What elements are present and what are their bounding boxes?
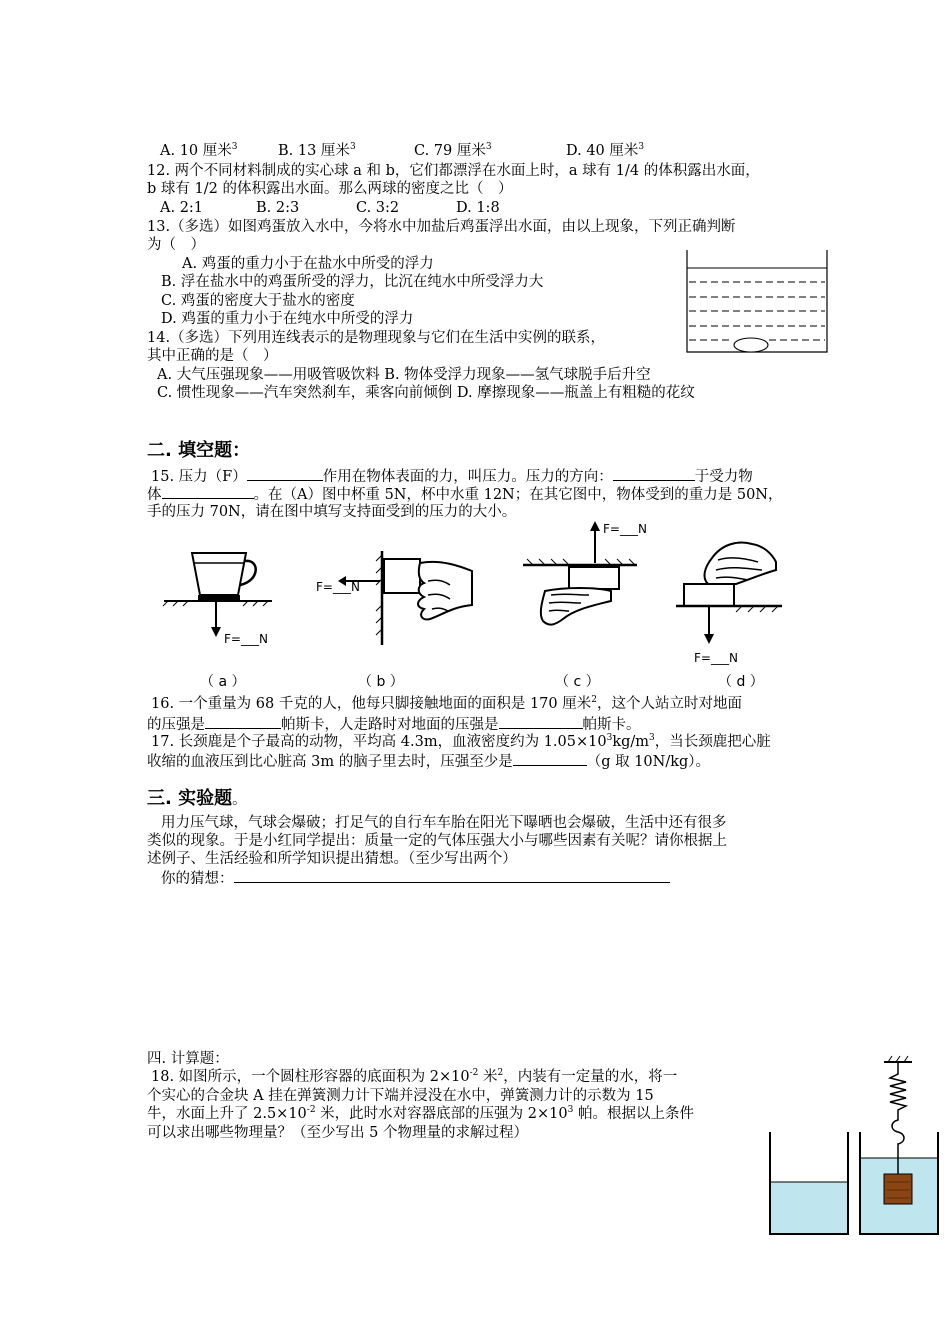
q16-blank-1[interactable] <box>205 714 281 729</box>
q11-options <box>160 142 644 160</box>
q12-line1: 12. 两个不同材料制成的实心球 a 和 b，它们都漂浮在水面上时，a 球有 1/4 的体积露出水面， <box>147 163 760 179</box>
q13-line2: 为（ ） <box>147 237 205 253</box>
figure-c-block-on-ceiling <box>515 515 675 645</box>
q13-option-a: A. 鸡蛋的重力小于在盐水中所受的浮力 <box>182 256 434 272</box>
caption-c: （ c ） <box>555 674 600 690</box>
caption-a: （ a ） <box>200 674 246 690</box>
caption-b: （ b ） <box>358 674 404 690</box>
q12-option-a: A. 2:1 <box>160 200 204 216</box>
q16-line2: 的压强是 帕斯卡，人走路时对地面的压强是 帕斯卡。 <box>147 714 641 734</box>
force-label-a: F=___N <box>224 632 268 646</box>
force-label-b: F=___N <box>316 580 360 594</box>
q15-blank-3[interactable] <box>162 484 254 499</box>
q15-line1: 15. 压力（F） 作用在物体表面的力，叫压力。压力的方向： 于受力物 <box>151 466 753 486</box>
q18-line3: 牛，水面上升了 $2.5\times 10^{-2}$ 米，此时水对容器底部的压强为 $2\times 10^3$ 帕。根据以上条件 <box>147 1105 694 1122</box>
q17-blank[interactable] <box>513 751 587 766</box>
hand-c <box>541 588 611 625</box>
q15-blank-1[interactable] <box>247 466 323 481</box>
exp-line3: 述例子、生活经验和所学知识提出猜想。（至少写出两个） <box>147 851 517 867</box>
q14-options-ab: A. 大气压强现象——用吸管吸饮料 B. 物体受浮力现象——氢气球脱手后升空 <box>157 367 651 383</box>
water-lines <box>689 282 825 340</box>
q13-line1: 13.（多选）如图鸡蛋放入水中，今将水中加盐后鸡蛋浮出水面，由以上现象，下列正确判断 <box>147 219 736 235</box>
spring-scale-figure <box>760 1050 945 1240</box>
q18-line2: 个实心的合金块 A 挂在弹簧测力计下端并浸没在水中，弹簧测力计的示数为 15 <box>147 1088 654 1104</box>
q12-option-d: D. 1:8 <box>456 200 500 216</box>
q14-line1: 14.（多选）下列用连线表示的是物理现象与它们在生活中实例的联系， <box>147 330 606 346</box>
q15-line3: 手的压力 70N，请在图中填写支持面受到的压力的大小。 <box>147 504 517 520</box>
q13-option-b: B. 浮在盐水中的鸡蛋所受的浮力，比沉在纯水中所受浮力大 <box>161 274 544 290</box>
exp-line2: 类似的现象。于是小红同学提出：质量一定的气体压强大小与哪些因素有关呢？请你根据上 <box>147 833 727 849</box>
beaker-outline <box>687 250 827 352</box>
block-d <box>684 584 734 606</box>
section4-title: 四. 计算题： <box>147 1051 229 1067</box>
q13-option-d: D. 鸡蛋的重力小于在纯水中所受的浮力 <box>161 311 414 327</box>
q18-line1: 18. 如图所示，一个圆柱形容器的底面积为 $2\times 10^{-2}$ 米$^2$，内装有一定量的水，将一 <box>151 1068 678 1085</box>
q18-line4: 可以求出哪些物理量？（至少写出 5 个物理量的求解过程） <box>147 1125 528 1141</box>
force-label-d: F=___N <box>694 651 738 665</box>
q11-option-c: C. 79 厘米$^3$ <box>414 142 492 159</box>
block-b <box>384 559 420 593</box>
figure-a-cup-on-table <box>160 545 290 650</box>
caption-d: （ d ） <box>718 674 764 690</box>
exp-line1: 用力压气球，气球会爆破；打足气的自行车车胎在阳光下曝晒也会爆破，生活中还有很多 <box>161 815 727 831</box>
hand-d <box>705 543 776 584</box>
figure-d-hand-pressing-block <box>672 538 802 668</box>
q11-option-b: B. 13 厘米$^3$ <box>278 142 356 159</box>
alloy-block-a <box>884 1174 912 1204</box>
q11-option-a: A. 10 厘米$^3$ <box>160 142 238 159</box>
egg <box>734 338 768 352</box>
q12-options <box>160 199 500 217</box>
q12-option-c: C. 3:2 <box>356 200 400 216</box>
section2-title: 二. 填空题： <box>147 440 251 461</box>
figure-b-block-on-wall <box>312 545 492 650</box>
q11-option-d: D. 40 厘米$^3$ <box>566 142 645 159</box>
left-water <box>770 1182 848 1234</box>
q14-line2: 其中正确的是（ ） <box>147 348 278 364</box>
q14-options-cd: C. 惯性现象——汽车突然刹车，乘客向前倾倒 D. 摩擦现象——瓶盖上有粗糙的花纹 <box>157 385 695 401</box>
q16-line1: 16. 一个重量为 68 千克的人，他每只脚接触地面的面积是 170 厘米$^2$，这个人站立时对地面 <box>151 695 742 712</box>
force-label-c: F=___N <box>603 522 647 536</box>
q15-blank-2[interactable] <box>613 466 695 481</box>
q17-line1: 17. 长颈鹿是个子最高的动物，平均高 4.3m，血液密度约为 $1.05\times 10^3kg/m^3$，当长颈鹿把心脏 <box>151 733 771 750</box>
q12-option-b: B. 2:3 <box>256 200 300 216</box>
egg-beaker-figure <box>683 248 833 358</box>
cup <box>192 553 246 595</box>
exp-guess: 你的猜想： <box>161 868 670 888</box>
q12-line2: b 球有 1/2 的体积露出水面。那么两球的密度之比（ ） <box>147 181 513 197</box>
section3-title: 三. 实验题。 <box>147 788 247 809</box>
spring <box>890 1062 906 1174</box>
q13-option-c: C. 鸡蛋的密度大于盐水的密度 <box>161 293 355 309</box>
guess-answer-line[interactable] <box>234 868 670 883</box>
q17-line2: 收缩的血液压到比心脏高 3m 的脑子里去时，压强至少是 （g 取 10N/kg）。 <box>147 751 710 771</box>
q16-blank-2[interactable] <box>499 714 583 729</box>
hand-b <box>418 562 472 619</box>
block-c <box>569 567 619 589</box>
q15-line2: 体 。在（A）图中杯重 5N，杯中水重 12N；在其它图中，物体受到的重力是 50N， <box>147 484 783 504</box>
